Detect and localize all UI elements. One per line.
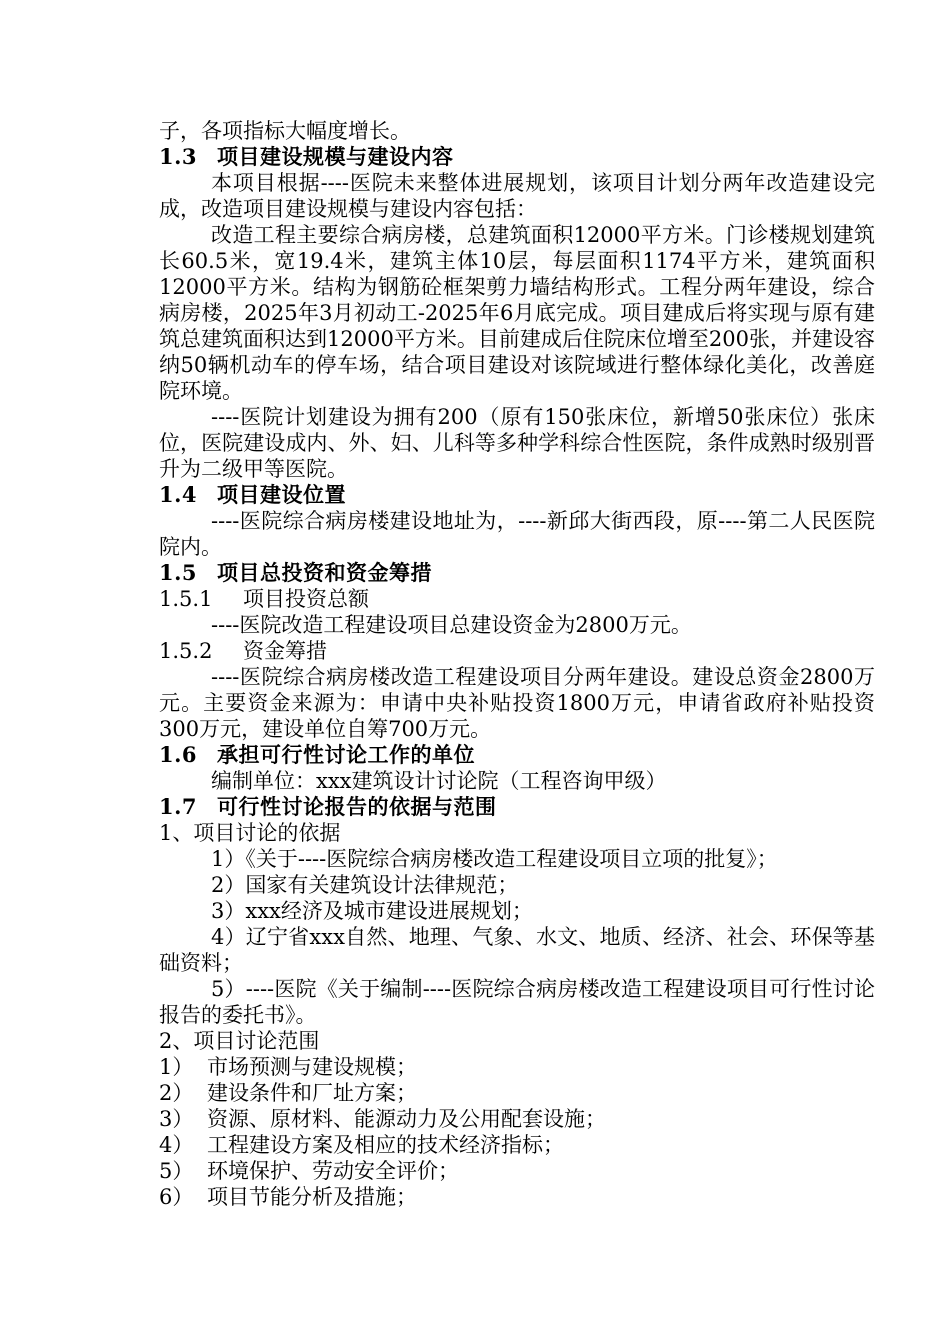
- subsection-number: 1.5.1: [159, 587, 213, 611]
- section-heading-1-7: [159, 794, 875, 820]
- section-number: 1.5: [159, 560, 198, 585]
- list-item: 3）xxx经济及城市建设进展规划；: [211, 899, 533, 923]
- subsection-heading-1-5-2: [159, 638, 875, 664]
- paragraph: ----医院综合病房楼建设地址为，----新邱大街西段，原----第二人民医院院内。: [159, 509, 875, 559]
- scope-item-number: 5）: [159, 1159, 194, 1183]
- section-heading-1-5: [159, 560, 875, 586]
- scope-item-text: 市场预测与建设规模；: [207, 1055, 417, 1079]
- section-number: 1.6: [159, 742, 198, 767]
- continuation-text: 子，各项指标大幅度增长。: [159, 119, 411, 143]
- scope-item-text: 项目节能分析及措施；: [207, 1185, 417, 1209]
- section-heading-1-6: [159, 742, 875, 768]
- scope-list-item: [159, 1080, 875, 1106]
- list-item: 5）----医院《关于编制----医院综合病房楼改造工程建设项目可行性讨论报告的委托书》。: [159, 977, 875, 1027]
- basis-title: 1、项目讨论的依据: [159, 821, 341, 845]
- section-title: 项目建设位置: [217, 482, 346, 507]
- paragraph: ----医院计划建设为拥有200（原有150张床位，新增50张床位）张床位，医院建设成内、外、妇、儿科等多种学科综合性医院，条件成熟时级别晋升为二级甲等医院。: [159, 405, 875, 481]
- scope-list-item: [159, 1054, 875, 1080]
- scope-item-number: 4）: [159, 1133, 194, 1157]
- section-heading-1-4: [159, 482, 875, 508]
- scope-item-number: 1）: [159, 1055, 194, 1079]
- paragraph: 编制单位：xxx建筑设计讨论院（工程咨询甲级）: [211, 769, 667, 793]
- section-title: 可行性讨论报告的依据与范围: [217, 794, 497, 819]
- scope-item-number: 3）: [159, 1107, 194, 1131]
- scope-item-text: 工程建设方案及相应的技术经济指标；: [207, 1133, 564, 1157]
- section-title: 项目总投资和资金筹措: [217, 560, 432, 585]
- scope-item-text: 环境保护、劳动安全评价；: [207, 1159, 459, 1183]
- list-item: 2）国家有关建筑设计法律规范；: [211, 873, 519, 897]
- section-heading-1-3: [159, 144, 875, 170]
- section-title: 项目建设规模与建设内容: [217, 144, 454, 169]
- scope-item-number: 6）: [159, 1185, 194, 1209]
- subsection-title: 项目投资总额: [243, 587, 369, 611]
- scope-list-item: [159, 1184, 875, 1210]
- scope-item-number: 2）: [159, 1081, 194, 1105]
- paragraph: 改造工程主要综合病房楼，总建筑面积12000平方米。门诊楼规划建筑长60.5米，宽19.4米，建筑主体10层，每层面积1174平方米，建筑面积12000平方米。结构为钢筋砼框架剪力墙结构形式。工程分两年建设，综合病房楼，2025年3月初动工-2025年6月底完成。项目建成后将实现与原有建筑总建筑面积达到12000平方米。目前建成后住院床位增至200张，并建设容纳50辆机动车的停车场，结合项目建设对该院域进行整体绿化美化，改善庭院环境。: [159, 223, 875, 403]
- section-number: 1.4: [159, 482, 198, 507]
- paragraph: ----医院综合病房楼改造工程建设项目分两年建设。建设总资金2800万元。主要资金来源为：申请中央补贴投资1800万元，申请省政府补贴投资300万元，建设单位自筹700万元。: [159, 665, 875, 741]
- scope-list-item: [159, 1132, 875, 1158]
- subsection-title: 资金筹措: [243, 639, 327, 663]
- document-body: [159, 118, 875, 1210]
- scope-list-item: [159, 1158, 875, 1184]
- paragraph: 本项目根据----医院未来整体进展规划，该项目计划分两年改造建设完成，改造项目建设规模与建设内容包括：: [159, 171, 875, 221]
- subsection-heading-1-5-1: [159, 586, 875, 612]
- scope-item-text: 建设条件和厂址方案；: [207, 1081, 417, 1105]
- scope-list-item: [159, 1106, 875, 1132]
- scope-title: 2、项目讨论范围: [159, 1029, 320, 1053]
- section-number: 1.3: [159, 144, 198, 169]
- list-item: 1）《关于----医院综合病房楼改造工程建设项目立项的批复》；: [211, 847, 778, 871]
- section-title: 承担可行性讨论工作的单位: [217, 742, 475, 767]
- list-item: 4）辽宁省xxx自然、地理、气象、水文、地质、经济、社会、环保等基础资料；: [159, 925, 875, 975]
- section-number: 1.7: [159, 794, 198, 819]
- paragraph: ----医院改造工程建设项目总建设资金为2800万元。: [211, 613, 692, 637]
- scope-item-text: 资源、原材料、能源动力及公用配套设施；: [207, 1107, 606, 1131]
- subsection-number: 1.5.2: [159, 639, 213, 663]
